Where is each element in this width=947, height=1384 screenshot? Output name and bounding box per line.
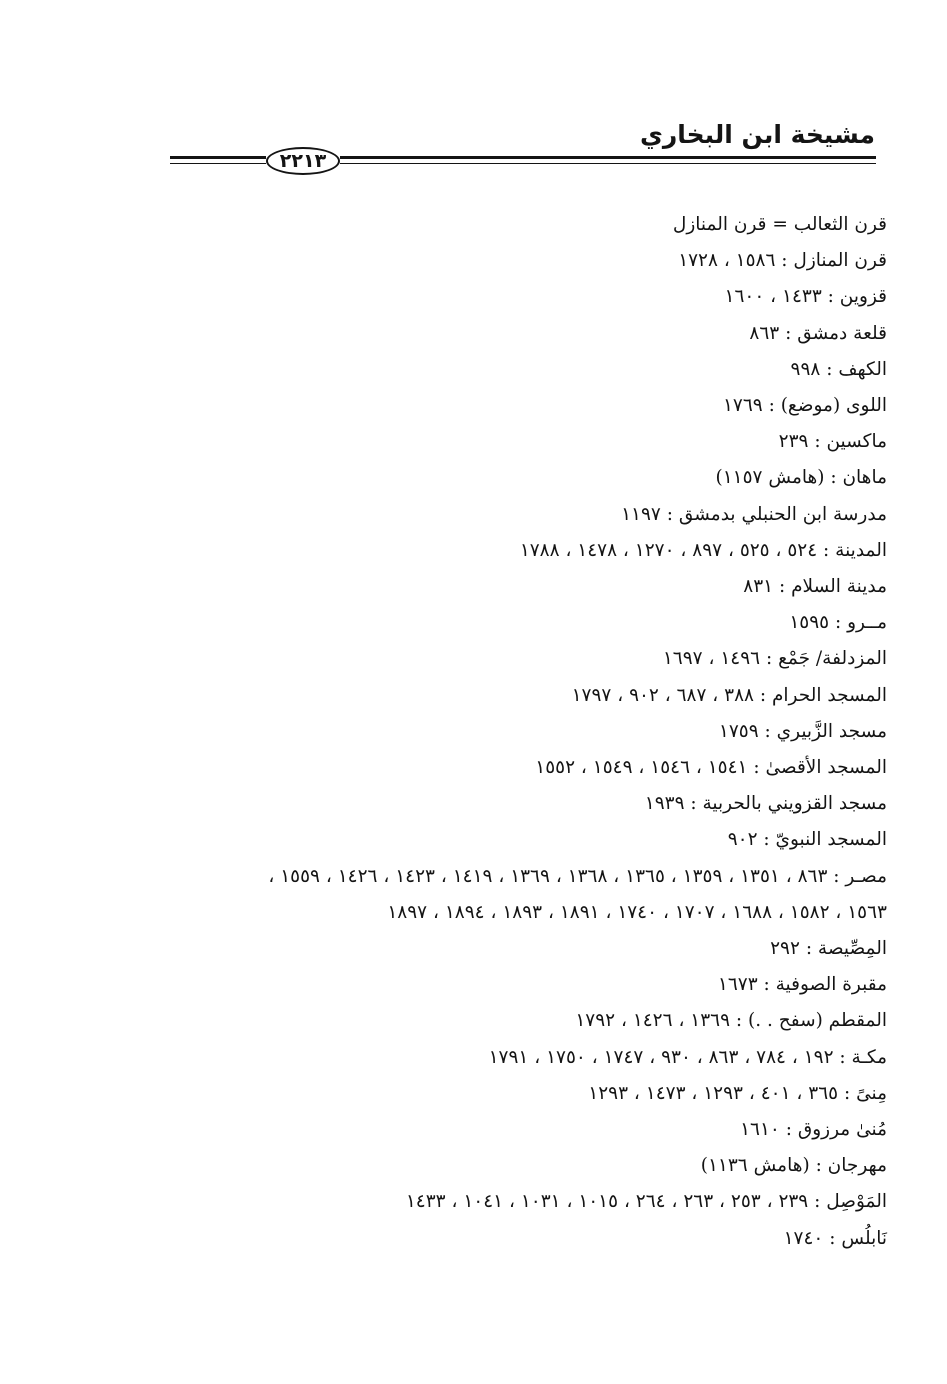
header-rule-right xyxy=(340,152,876,170)
index-entry: قزوين : ١٤٣٣ ، ١٦٠٠ xyxy=(724,286,887,308)
index-entry: المَوْصِل : ٢٣٩ ، ٢٥٣ ، ٢٦٣ ، ٢٦٤ ، ١٠١٥ ، ١٠٣١ ، ١٠٤١ ، ١٤٣٣ xyxy=(405,1191,887,1213)
index-entry: مدرسة ابن الحنبلي بدمشق : ١١٩٧ xyxy=(621,503,887,525)
index-entry: مكـة : ١٩٢ ، ٧٨٤ ، ٨٦٣ ، ٩٣٠ ، ١٧٤٧ ، ١٧٥٠ ، ١٧٩١ xyxy=(488,1046,887,1068)
place-index-list xyxy=(167,207,887,1257)
index-entry: ماهان : (هامش ١١٥٧) xyxy=(715,467,887,489)
index-entry: المسجد الحرام : ٣٨٨ ، ٦٨٧ ، ٩٠٢ ، ١٧٩٧ xyxy=(571,684,887,706)
index-entry: الكهف : ٩٩٨ xyxy=(790,358,887,380)
index-entry: مقبرة الصوفية : ١٦٧٣ xyxy=(717,974,887,996)
index-entry: قرن الثعالب = قرن المنازل xyxy=(672,214,887,235)
index-entry: اللوى (موضع) : ١٧٦٩ xyxy=(722,395,887,417)
index-entry-continuation: ١٥٦٣ ، ١٥٨٢ ، ١٦٨٨ ، ١٧٠٧ ، ١٧٤٠ ، ١٨٩١ ، ١٨٩٣ ، ١٨٩٤ ، ١٨٩٧ xyxy=(387,901,887,923)
page-number: ٢٢١٣ xyxy=(266,147,340,175)
index-entry: قلعة دمشق : ٨٦٣ xyxy=(749,322,887,344)
index-entry: مصـر : ٨٦٣ ، ١٣٥١ ، ١٣٥٩ ، ١٣٦٥ ، ١٣٦٨ ، ١٣٦٩ ، ١٤١٩ ، ١٤٢٣ ، ١٤٢٦ ، ١٥٥٩ ، xyxy=(268,865,887,887)
index-entry: مُنىٰ مرزوق : ١٦١٠ xyxy=(740,1119,887,1141)
index-entry: مِنىً : ٣٦٥ ، ٤٠١ ، ١٢٩٣ ، ١٤٧٣ ، ١٢٩٣ xyxy=(588,1082,887,1104)
index-entry: مهرجان : (هامش ١١٣٦) xyxy=(700,1155,887,1177)
index-entry: مسجد القزويني بالحربية : ١٩٣٩ xyxy=(644,793,887,815)
book-title: مشيخة ابن البخاري xyxy=(639,120,875,149)
index-entry: مدينة السلام : ٨٣١ xyxy=(743,576,887,598)
index-entry: ماكسين : ٢٣٩ xyxy=(778,431,887,453)
index-entry: المِصِّيصة : ٢٩٢ xyxy=(770,938,887,960)
index-entry: المدينة : ٥٢٤ ، ٥٢٥ ، ٨٩٧ ، ١٢٧٠ ، ١٤٧٨ ، ١٧٨٨ xyxy=(519,539,887,561)
index-entry: المقطم (سفح . .) : ١٣٦٩ ، ١٤٢٦ ، ١٧٩٢ xyxy=(575,1010,887,1032)
index-entry: مسجد الزَّبيري : ١٧٥٩ xyxy=(718,720,887,742)
index-entry: المسجد الأقصىٰ : ١٥٤١ ، ١٥٤٦ ، ١٥٤٩ ، ١٥٥٢ xyxy=(535,757,887,779)
header-rule-left xyxy=(170,152,266,170)
index-entry: المسجد النبويّ : ٩٠٢ xyxy=(727,829,887,851)
index-entry: قرن المنازل : ١٥٨٦ ، ١٧٢٨ xyxy=(678,250,887,272)
index-entry: المزدلفة/ جَمْع : ١٤٩٦ ، ١٦٩٧ xyxy=(662,648,887,670)
index-entry: مــرو : ١٥٩٥ xyxy=(789,612,887,634)
index-entry: نَابلُس : ١٧٤٠ xyxy=(783,1227,887,1249)
